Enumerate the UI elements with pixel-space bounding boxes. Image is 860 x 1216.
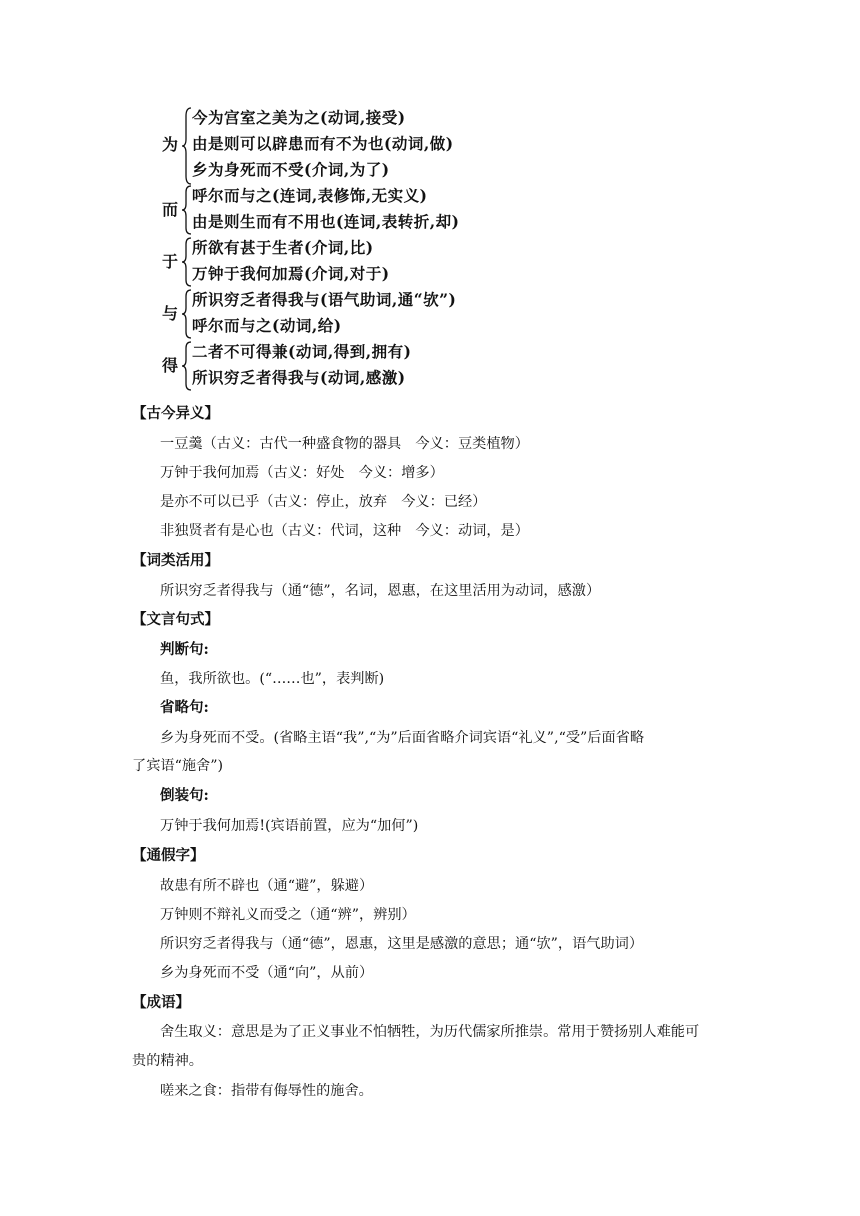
list-item: 乡为身死而不受（通“向”，从前） [160, 965, 374, 981]
group-line: 所识穷乏者得我与(语气助词,通“欤”) [192, 290, 457, 309]
group-char: 而 [162, 200, 179, 219]
list-item: 一豆羹（古义：古代一种盛食物的器具 今义：豆类植物） [160, 436, 529, 452]
list-item: 万钟则不辩礼义而受之（通“辨”，辨别） [160, 907, 416, 923]
list-item: 是亦不可以已乎（古义：停止，放弃 今义：已经） [160, 494, 487, 510]
section-heading-chengyu: 【成语】 [132, 994, 190, 1011]
subheading-panduan: 判断句: [160, 641, 209, 658]
body-text: 舍生取义：意思是为了正义事业不怕牺牲，为历代儒家所推崇。常用于赞扬别人难能可 [160, 1024, 700, 1040]
group-line: 所识穷乏者得我与(动词,感激) [192, 368, 406, 387]
body-text: 万钟于我何加焉!(宾语前置，应为“加何”) [160, 818, 419, 834]
brace-icon [182, 106, 192, 186]
group-char: 得 [162, 356, 179, 375]
section-heading-gujin: 【古今异义】 [132, 405, 219, 422]
body-text: 乡为身死而不受。(省略主语“我”,“为”后面省略介词宾语“礼义”,“受”后面省略 [160, 730, 645, 746]
group-line: 由是则生而有不用也(连词,表转折,却) [192, 212, 460, 231]
section-heading-tongjia: 【通假字】 [132, 847, 205, 864]
list-item: 所识穷乏者得我与（通“德”，恩惠，这里是感激的意思；通“欤”，语气助词） [160, 936, 644, 952]
group-line: 呼尔而与之(动词,给) [192, 316, 342, 335]
group-line: 由是则可以辟患而有不为也(动词,做) [192, 134, 454, 153]
subheading-daozhuang: 倒装句: [160, 787, 209, 804]
group-char: 与 [162, 304, 179, 323]
section-heading-cilei: 【词类活用】 [132, 552, 219, 569]
group-line: 万钟于我何加焉(介词,对于) [192, 264, 390, 283]
group-char: 于 [162, 252, 179, 271]
list-item: 万钟于我何加焉（古义：好处 今义：增多） [160, 465, 444, 481]
body-text: 鱼，我所欲也。(“……也”，表判断) [160, 671, 385, 687]
list-item: 所识穷乏者得我与（通“德”，名词，恩惠，在这里活用为动词，感激） [160, 583, 601, 599]
brace-icon [182, 184, 192, 236]
group-char: 为 [162, 135, 179, 154]
list-item: 故患有所不辟也（通“避”，躲避） [160, 878, 374, 894]
group-line: 二者不可得兼(动词,得到,拥有) [192, 342, 412, 361]
group-line: 所欲有甚于生者(介词,比) [192, 238, 374, 257]
section-heading-juoshi: 【文言句式】 [132, 611, 219, 628]
body-text: 贵的精神。 [132, 1053, 203, 1069]
list-item: 非独贤者有是心也（古义：代词，这种 今义：动词，是） [160, 523, 529, 539]
group-line: 乡为身死而不受(介词,为了) [192, 160, 390, 179]
group-line: 今为宫室之美为之(动词,接受) [192, 108, 406, 127]
group-line: 呼尔而与之(连词,表修饰,无实义) [192, 186, 428, 205]
brace-icon [182, 288, 192, 340]
subheading-shenglue: 省略句: [160, 699, 209, 716]
brace-icon [182, 236, 192, 288]
body-text: 了宾语“施舍”) [132, 758, 223, 774]
body-text: 嗟来之食：指带有侮辱性的施舍。 [160, 1083, 373, 1099]
brace-icon [182, 340, 192, 392]
